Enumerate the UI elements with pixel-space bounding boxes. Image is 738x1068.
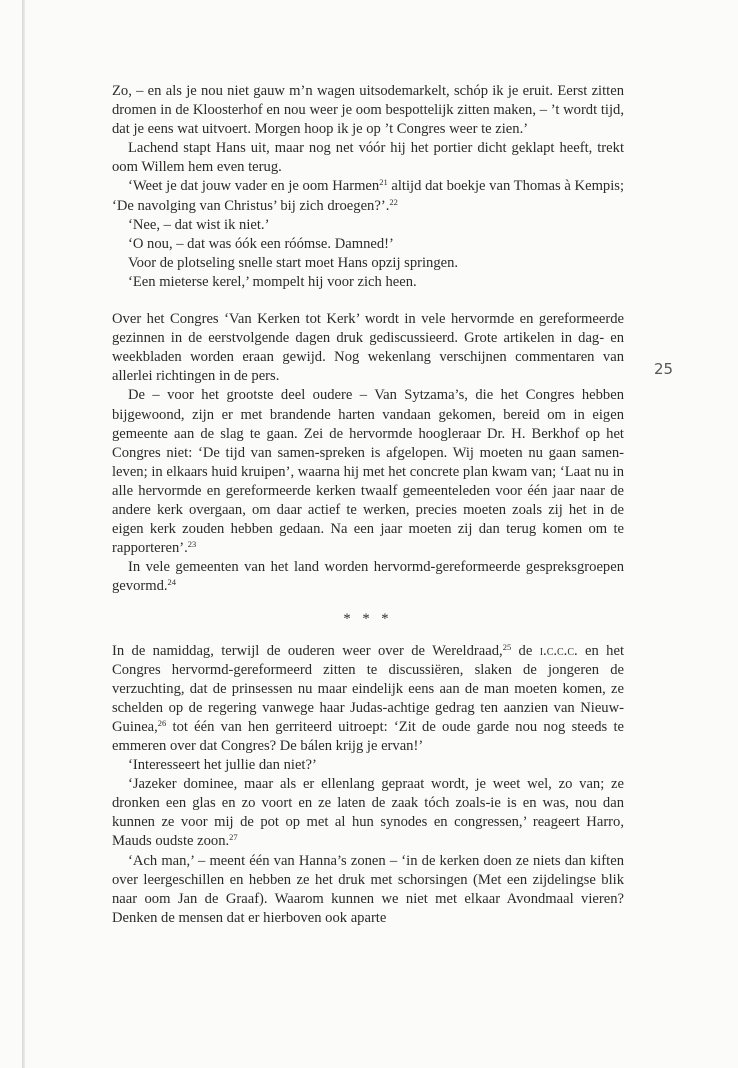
text-section-before-break bbox=[112, 82, 624, 596]
paragraph: Lachend stapt Hans uit, maar nog net vóór hij het portier dicht geklapt heeft, trekt oom Willem hem even terug. bbox=[112, 140, 624, 176]
paragraph: ‘O nou, – dat was óók een róómse. Damned!’ bbox=[128, 235, 394, 252]
paragraph: Over het Congres ‘Van Kerken tot Kerk’ wordt in vele hervormde en gereformeerde gezinnen in de eerstvolgende dagen druk gediscussieerd. Grote artikelen in dag- en weekbladen worden eraan gewijd. Nog wekenlang verschijnen commentaren van allerlei richtingen in de pers. bbox=[112, 311, 624, 385]
footnote-ref: 23 bbox=[187, 539, 197, 550]
paragraph: ‘Nee, – dat wist ik niet.’ bbox=[128, 216, 270, 233]
paragraph: ‘Jazeker dominee, maar als er ellenlang gepraat wordt, je weet wel, zo van; ze dronken een glas en zo voort en ze laten de zaak tóch zoals-ie is en was, nou dan kunnen ze voor mij de pot op met al hun synodes en congressen,’ reageert Harro, Mauds oudste zoon.$^{27}$ bbox=[112, 776, 624, 850]
footnote-ref: 25 bbox=[502, 641, 512, 652]
paragraph: Zo, – en als je nou niet gauw m’n wagen uitsodemarkelt, schóp ik je eruit. Eerst zitten dromen in de Kloosterhof en nou weer je oom bespottelijk zitten maken, – ’t wordt tijd, dat je eens wat uitvoert. Morgen hoop ik je op ’t Congres weer te zien.’ bbox=[112, 83, 624, 138]
paragraph: In vele gemeenten van het land worden hervormd-gereformeerde gespreksgroepen gevormd.$^{24}$ bbox=[112, 559, 624, 595]
paragraph: ‘Interesseert het jullie dan niet?’ bbox=[128, 757, 317, 774]
paragraph: ‘Ach man,’ – meent één van Hanna’s zonen – ‘in de kerken doen ze niets dan kiften over leergeschillen en hebben ze het druk met schorsingen (Met een zijdelingse blik naar oom Jan de Graaf). Waarom kunnen we niet met elkaar Avondmaal vieren? Denken de mensen dat er hierboven ook aparte bbox=[112, 852, 624, 926]
footnote-ref: 26 bbox=[157, 717, 167, 728]
section-separator: * * * bbox=[343, 611, 393, 628]
paragraph: De – voor het grootste deel oudere – Van Sytzama’s, die het Congres hebben bijgewoond, zijn er met brandende harten vandaan gekomen, bereid om in eigen gemeente aan de slag te gaan. Zei de hervormde hoogleraar Dr. H. Berkhof op het Congres niet: ‘De tijd van samen-spreken is afgelopen. Wij moeten nu gaan samen-leven; in elkaars huid kruipen’, waarna hij met het concrete plan kwam van; ‘Laat nu in alle hervormde en gereformeerde kerken twaalf gemeenteleden voor één jaar naar de andere kerk overgaan, om daar actief te werken, precies moeten zoals zij het in de eigen kerk zouden hebben gedaan. Na een jaar moeten zij dan terug komen om te rapporteren’.$^{23}$ bbox=[112, 387, 624, 557]
paragraph: Voor de plotseling snelle start moet Hans opzij springen. bbox=[128, 254, 459, 271]
footnote-ref: 22 bbox=[389, 196, 398, 207]
body-text bbox=[112, 82, 624, 928]
paragraph: ‘Een mieterse kerel,’ mompelt hij voor zich heen. bbox=[128, 273, 417, 290]
footnote-ref: 24 bbox=[167, 577, 177, 588]
abbreviation: i.c.c.c. bbox=[539, 642, 578, 659]
page-binding-edge bbox=[22, 0, 25, 1068]
page-number: 25 bbox=[654, 360, 674, 378]
footnote-ref: 21 bbox=[379, 177, 388, 188]
paragraph: ‘Weet je dat jouw vader en je oom Harmen$^{21}$ altijd dat boekje van Thomas à Kempis; ‘De navolging van Christus’ bij zich droegen?’.$^{22}$ bbox=[112, 177, 625, 214]
footnote-ref: 27 bbox=[229, 832, 238, 843]
text-section-after-break bbox=[112, 642, 624, 928]
paragraph: In de namiddag, terwijl de ouderen weer over de Wereldraad,$^{25}$ de i.c.c.c. en het Congres hervormd-gereformeerd zitten te discussiëren, slaken de jongeren de verzuchting, dat de prinsessen nu maar eindelijk eens aan de man moeten komen, ze schelden op de regering vanwege haar Judas-achtige gedrag ten aanzien van Nieuw-Guinea,$^{26}$ tot één van hen gerriteerd uitroept: ‘Zit de oude garde nou nog steeds te emmeren over dat Congres? De bálen krijg je ervan!’ bbox=[112, 641, 625, 754]
